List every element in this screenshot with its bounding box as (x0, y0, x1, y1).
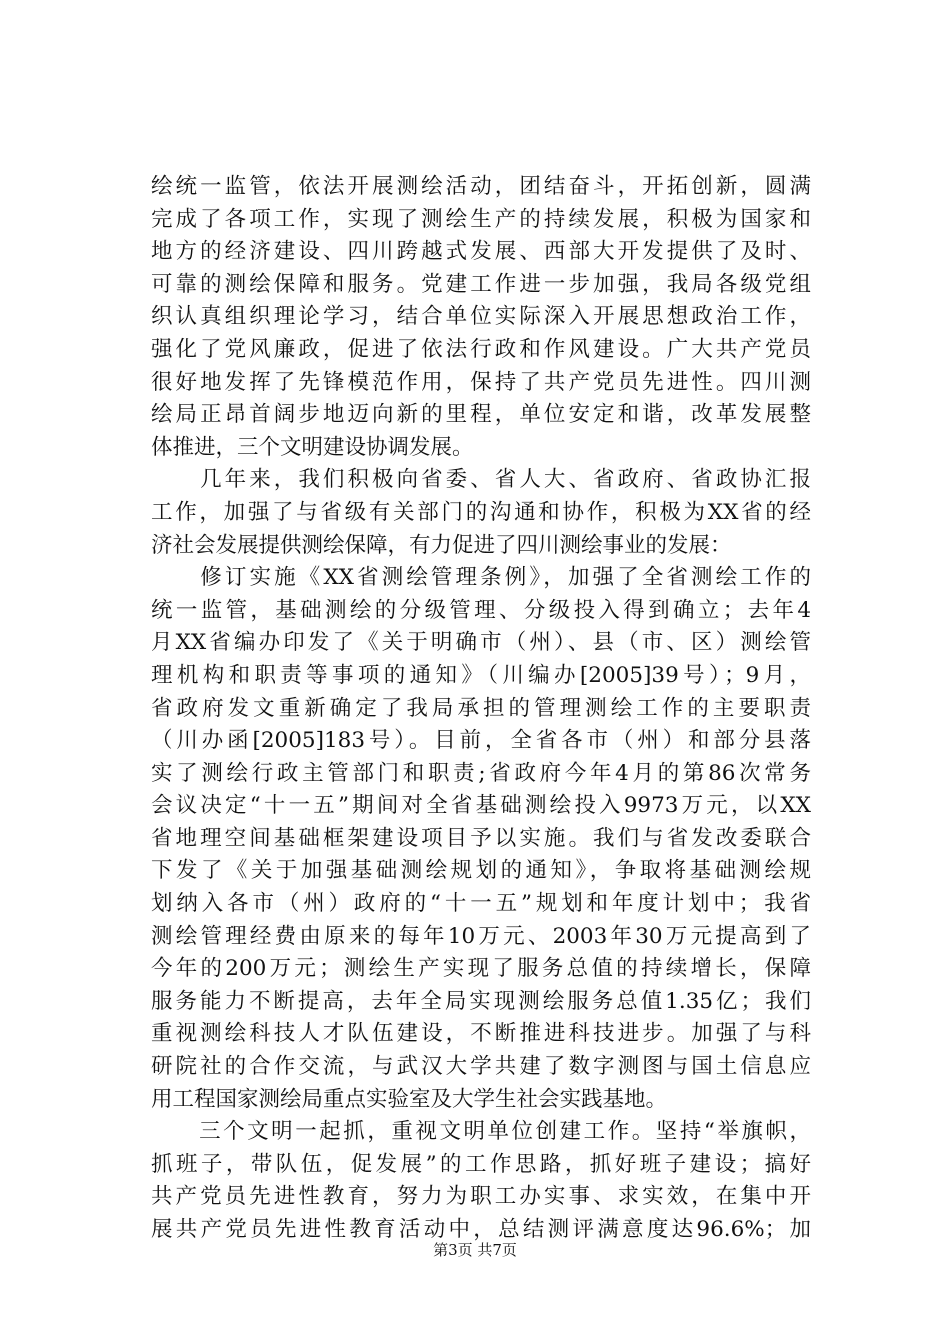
text-line: 抓班子，带队伍，促发展”的工作思路，抓好班子建设；搞好 (151, 1151, 811, 1177)
text-line: 理机构和职责等事项的通知》（川编办[2005]39号）；9月， (151, 662, 811, 688)
text-line: 研院社的合作交流，与武汉大学共建了数字测图与国土信息应 (151, 1054, 811, 1080)
text-line: 省政府发文重新确定了我局承担的管理测绘工作的主要职责 (151, 695, 811, 721)
text-line: 工作，加强了与省级有关部门的沟通和协作，积极为XX省的经 (151, 499, 811, 525)
text-line: 划纳入各市（州）政府的“十一五”规划和年度计划中；我省 (151, 891, 811, 917)
page-footer: 第3页 共7页 (433, 1241, 517, 1259)
text-line: （川办函[2005]183号）。目前，全省各市（州）和部分县落 (151, 728, 811, 754)
text-line: 很好地发挥了先锋模范作用，保持了共产党员先进性。四川测 (151, 369, 811, 395)
text-line: 测绘管理经费由原来的每年10万元、2003年30万元提高到了 (151, 923, 811, 949)
text-line: 会议决定“十一五”期间对全省基础测绘投入9973万元，以XX (151, 793, 811, 819)
text-line: 绘统一监管，依法开展测绘活动，团结奋斗，开拓创新，圆满 (151, 174, 811, 199)
text-line: 重视测绘科技人才队伍建设，不断推进科技进步。加强了与科 (151, 1021, 811, 1047)
text-line: 下发了《关于加强基础测绘规划的通知》，争取将基础测绘规 (151, 858, 811, 884)
text-line: 地方的经济建设、四川跨越式发展、西部大开发提供了及时、 (151, 239, 811, 265)
text-line: 实了测绘行政主管部门和职责;省政府今年4月的第86次常务 (151, 760, 811, 786)
text-line: 用工程国家测绘局重点实验室及大学生社会实践基地。 (151, 1086, 668, 1112)
text-line: 体推进，三个文明建设协调发展。 (151, 434, 474, 460)
text-line: 统一监管，基础测绘的分级管理、分级投入得到确立；去年4 (151, 597, 811, 623)
text-line: 绘局正昂首阔步地迈向新的里程，单位安定和谐，改革发展整 (151, 402, 811, 428)
text-line: 三个文明一起抓，重视文明单位创建工作。坚持“举旗帜， (151, 1119, 811, 1145)
text-line: 省地理空间基础框架建设项目予以实施。我们与省发改委联合 (151, 825, 811, 851)
text-line: 济社会发展提供测绘保障，有力促进了四川测绘事业的发展： (151, 532, 732, 558)
text-line: 月XX省编办印发了《关于明确市（州）、县（市、区）测绘管 (151, 630, 811, 656)
text-line: 几年来，我们积极向省委、省人大、省政府、省政协汇报 (151, 467, 811, 493)
text-line: 完成了各项工作，实现了测绘生产的持续发展，积极为国家和 (151, 206, 811, 232)
body-text (151, 171, 811, 1247)
text-line: 织认真组织理论学习，结合单位实际深入开展思想政治工作， (151, 304, 811, 330)
text-line: 共产党员先进性教育，努力为职工办实事、求实效，在集中开 (151, 1184, 811, 1210)
text-line: 修订实施《XX省测绘管理条例》，加强了全省测绘工作的 (151, 565, 811, 591)
text-line: 服务能力不断提高，去年全局实现测绘服务总值1.35亿；我们 (151, 988, 811, 1014)
text-line: 今年的200万元；测绘生产实现了服务总值的持续增长，保障 (151, 956, 811, 982)
text-line: 展共产党员先进性教育活动中，总结测评满意度达96.6%；加 (151, 1217, 811, 1242)
text-line: 可靠的测绘保障和服务。党建工作进一步加强，我局各级党组 (151, 271, 811, 297)
text-line: 强化了党风廉政，促进了依法行政和作风建设。广大共产党员 (151, 336, 811, 362)
